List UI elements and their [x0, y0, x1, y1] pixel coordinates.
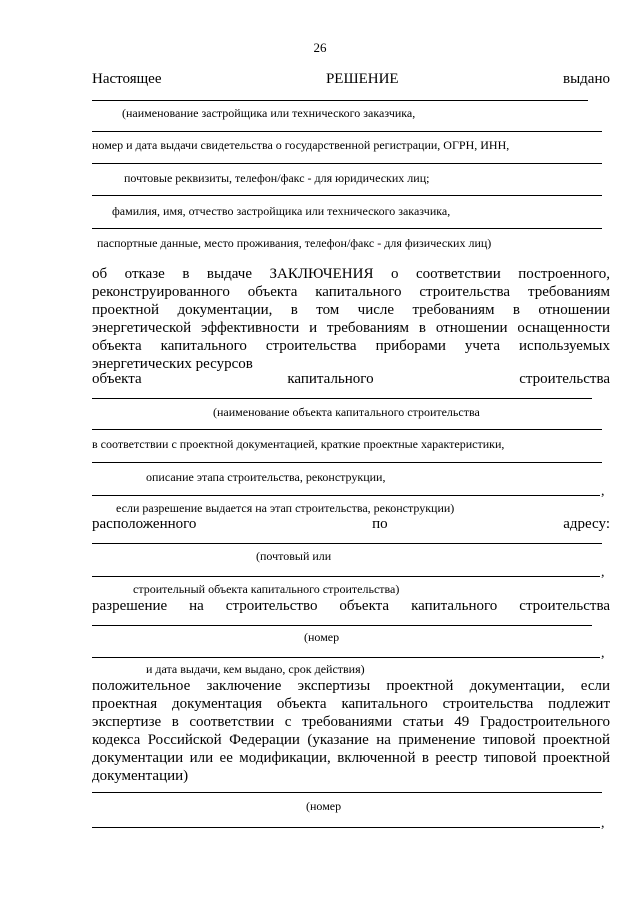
caption-design-docs: в соответствии с проектной документацией, краткие проектные характеристики, [92, 437, 505, 451]
caption-object-name: (наименование объекта капитального строительства [213, 405, 480, 419]
fill-line [92, 131, 602, 132]
line-comma: , [601, 816, 605, 831]
fill-line [92, 195, 602, 196]
caption-construction-address: строительный объекта капитального строительства) [133, 582, 400, 596]
caption-expertise-number: (номер [306, 799, 342, 813]
permit-row-word-3: строительство [225, 598, 318, 614]
expertise-paragraph: положительное заключение экспертизы проектной документации, если проектная документация объекта капитального строительства подлежит экспертизе в соответствии с требованиями статьи 49 Градостроительного кодекса Российской Федерации (указание на применение типовой проектной документации или ее модификации, включенной в реестр типовой проектной документации) [92, 678, 610, 784]
caption-applicant-name: (наименование застройщика или технического заказчика, [122, 106, 416, 120]
refusal-paragraph: об отказе в выдаче ЗАКЛЮЧЕНИЯ о соответствии построенного, реконструированного объекта капитального строительства требованиям проектной документации, в том числе требованиям в отношении энергетической эффективности и требованиям в отношении оснащенности объекта капитального строительства приборами учета используемых энергетических ресурсов [92, 266, 610, 372]
object-row-word-1: объекта [92, 371, 142, 387]
fill-line [92, 398, 592, 399]
caption-stage-permit: если разрешение выдается на этап строительства, реконструкции) [116, 501, 455, 515]
fill-line [92, 228, 602, 229]
line-comma: , [601, 565, 605, 580]
permit-row-word-5: капитального [411, 598, 498, 614]
permit-row-word-2: на [189, 598, 204, 614]
header-title: РЕШЕНИЕ [325, 71, 399, 87]
fill-line [92, 429, 602, 430]
caption-permit-number: (номер [304, 630, 340, 644]
fill-line [92, 625, 592, 626]
address-row-word-1: расположенного [92, 516, 197, 532]
fill-line [92, 827, 600, 828]
object-row-word-3: строительства [519, 371, 610, 387]
fill-line [92, 657, 600, 658]
caption-postal-or: (почтовый или [256, 549, 332, 563]
fill-line [92, 792, 602, 793]
line-comma: , [601, 646, 605, 661]
fill-line [92, 462, 602, 463]
header-right-text: выдано [563, 71, 610, 87]
caption-postal-legal: почтовые реквизиты, телефон/факс - для юридических лиц; [124, 171, 430, 185]
permit-row-word-1: разрешение [92, 598, 168, 614]
fill-line [92, 576, 600, 577]
decision-header-row [92, 70, 610, 88]
fill-line [92, 495, 600, 496]
address-row-word-3: адресу: [563, 516, 610, 532]
fill-line [92, 100, 588, 101]
header-left-text: Настоящее [92, 71, 162, 87]
permit-row [92, 597, 610, 615]
object-row [92, 370, 610, 388]
page-number: 26 [313, 40, 327, 55]
object-row-word-2: капитального [287, 371, 374, 387]
fill-line [92, 543, 602, 544]
address-row-word-2: по [372, 516, 388, 532]
caption-issue-date: и дата выдачи, кем выдано, срок действия) [146, 662, 365, 676]
fill-line [92, 163, 602, 164]
address-row [92, 515, 610, 533]
line-comma: , [601, 484, 605, 499]
caption-passport: паспортные данные, место проживания, телефон/факс - для физических лиц) [97, 236, 492, 250]
caption-registration: номер и дата выдачи свидетельства о государственной регистрации, ОГРН, ИНН, [92, 138, 510, 152]
permit-row-word-6: строительства [519, 598, 610, 614]
permit-row-word-4: объекта [339, 598, 390, 614]
caption-stage-description: описание этапа строительства, реконструкции, [146, 470, 386, 484]
caption-full-name: фамилия, имя, отчество застройщика или технического заказчика, [112, 204, 451, 218]
